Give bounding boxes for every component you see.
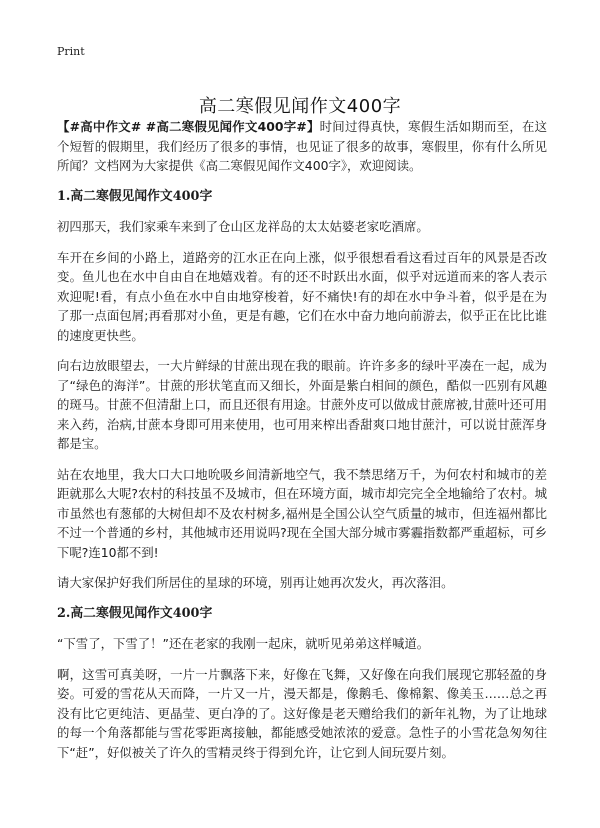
paragraph: 向右边放眼望去，一大片鲜绿的甘蔗出现在我的眼前。许许多多的绿叶平凑在一起，成为了“绿色的海洋”。甘蔗的形状笔直而又细长，外面是紫白相间的颜色，酷似一匹别有风趣的斑马。甘蔗不但清甜上口，而且还很有用途。甘蔗外皮可以做成甘蔗席被,甘蔗叶还可用来入药，治病,甘蔗本身即可用来使用，也可用来榨出香甜爽口地甘蔗汁，可以说甘蔗浑身都是宝。	[57, 358, 547, 451]
intro-text: 时间过得真快，寒假生活如期而至，在这个短暂的假期里，我们经历了很多的事情，也见证了很多的故事，寒假里，你有什么所见所闻？文档网为大家提供《高二寒假见闻作文400字》，欢迎阅读。	[57, 119, 548, 173]
document-body	[57, 117, 547, 773]
paragraph: “下雪了，下雪了！”还在老家的我刚一起床，就听见弟弟这样喊道。	[57, 636, 430, 651]
intro-paragraph	[57, 117, 547, 176]
section-heading: 1.高二寒假见闻作文400字	[57, 188, 213, 204]
paragraph: 站在农地里，我大口大口地吮吸乡间清新地空气，我不禁思绪万千，为何农村和城市的差距就那么大呢?农村的科技虽不及城市，但在环境方面，城市却完完全全地输给了农村。城市虽然也有葱郁的大树但却不及农村树多,福州是全国公认空气质量的城市，但连福州都比不过一个普通的乡村，其他城市还用说吗?现在全国大部分城市雾霾指数都严重超标，可乡下呢?连10都不到!	[57, 466, 547, 560]
paragraph: 请大家保护好我们所居住的星球的环境，别再让她再次发火，再次落泪。	[57, 575, 454, 590]
intro-tag: 【#高中作文# #高二寒假见闻作文400字#】	[57, 119, 320, 134]
section-heading: 2.高二寒假见闻作文400字	[57, 605, 213, 621]
paragraph: 初四那天，我们家乘车来到了仓山区龙祥岛的太太姑婆老家吃酒席。	[57, 219, 429, 234]
print-label: Print	[57, 45, 85, 58]
page-title: 高二寒假见闻作文400字	[198, 96, 402, 118]
paragraph: 车开在乡间的小路上，道路旁的江水正在向上涨，似乎很想看看这看过百年的风景是否改变。鱼儿也在水中自由自在地嬉戏着。有的还不时跃出水面，似乎对远道而来的客人表示欢迎呢!看，有点小鱼在水中自由地穿梭着，好不痛快!有的却在水中争斗着，似乎是在为了那一点面包屑;再看那对小鱼，更是有趣，它们在水中奋力地向前游去，似乎正在比比谁的速度更快些。	[57, 249, 547, 343]
paragraph: 啊，这雪可真美呀，一片一片飘落下来，好像在飞舞，又好像在向我们展现它那轻盈的身姿。可爱的雪花从天而降，一片又一片，漫天都是，像鹅毛、像棉絮、像美玉……总之再没有比它更纯洁、更晶莹、更白净的了。这好像是老天赠给我们的新年礼物，为了让地球的每一个角落都能与雪花零距离接触，都能感受她浓浓的爱意。急性子的小雪花急匆匆往下“赶”，好似被关了许久的雪精灵终于得到允许，让它到人间玩耍片刻。	[57, 666, 547, 760]
